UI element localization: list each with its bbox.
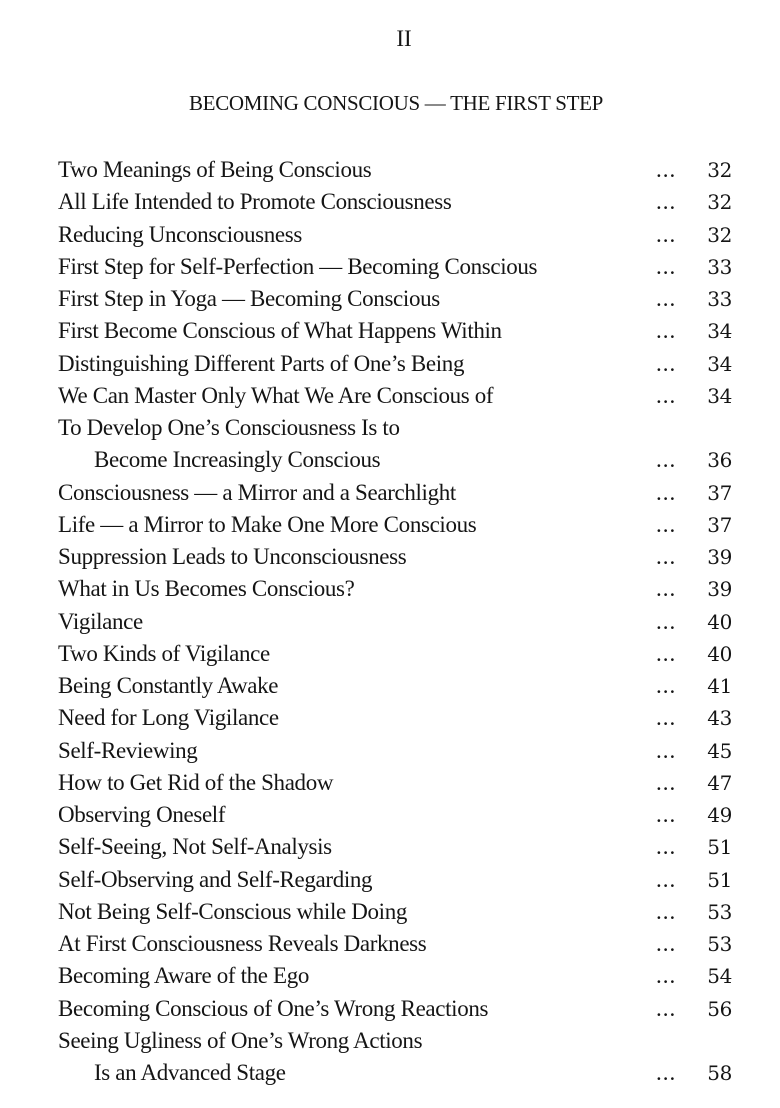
page-number: 40 <box>707 609 732 634</box>
dot-leader: ... <box>656 737 677 763</box>
chapter-title: BECOMING CONSCIOUS — THE FIRST STEP <box>188 91 604 115</box>
entry-title: Suppression Leads to Unconsciousness <box>58 544 407 569</box>
dot-leader: ... <box>656 253 677 279</box>
page-number: 47 <box>707 770 732 795</box>
entry-title: We Can Master Only What We Are Conscious of <box>58 382 494 408</box>
entry-title: Self-Observing and Self-Regarding <box>58 866 373 892</box>
entry-title: To Develop One’s Consciousness Is to <box>58 415 400 440</box>
page-number: 37 <box>707 512 732 537</box>
entry-title: Life — a Mirror to Make One More Conscious <box>58 511 477 537</box>
page-number: 43 <box>707 706 732 731</box>
page-number: 34 <box>707 351 732 376</box>
page-number: 33 <box>707 254 732 279</box>
page-number: 53 <box>707 899 732 924</box>
entry-title: Not Being Self-Conscious while Doing <box>58 898 407 924</box>
dot-leader: ... <box>656 544 677 569</box>
toc-entry <box>58 1025 738 1057</box>
page-number: 34 <box>707 383 732 408</box>
dot-leader: ... <box>656 447 677 473</box>
page-number: 53 <box>707 932 732 956</box>
page-number: 56 <box>707 996 732 1021</box>
entry-title: Seeing Ugliness of One’s Wrong Actions <box>58 1027 423 1053</box>
page-number: 45 <box>707 738 732 763</box>
entry-title: Become Increasingly Conscious <box>94 447 381 473</box>
entry-title: Need for Long Vigilance <box>58 705 279 731</box>
page-number: 33 <box>707 287 732 311</box>
entry-title: At First Consciousness Reveals Darkness <box>58 931 427 956</box>
dot-leader: ... <box>656 318 677 344</box>
toc-entry <box>58 606 738 638</box>
toc-entry <box>58 477 738 509</box>
dot-leader: ... <box>656 382 677 408</box>
entry-title: Two Meanings of Being Conscious <box>58 157 372 182</box>
toc-entry <box>58 219 738 251</box>
dot-leader: ... <box>656 802 677 827</box>
entry-title: Distinguishing Different Parts of One’s Being <box>58 350 465 376</box>
toc-entry <box>58 928 738 960</box>
page-number: 49 <box>707 803 732 827</box>
entry-title: Two Kinds of Vigilance <box>58 640 270 666</box>
page-number: 32 <box>707 222 732 247</box>
page-number: 58 <box>707 1061 732 1085</box>
dot-leader: ... <box>656 931 677 956</box>
toc-entry <box>58 541 738 573</box>
toc-entry <box>58 186 738 218</box>
dot-leader: ... <box>656 157 677 182</box>
page-number: 40 <box>707 641 732 666</box>
dot-leader: ... <box>656 640 677 666</box>
toc-entry <box>58 735 738 767</box>
toc-entry <box>58 412 738 444</box>
dot-leader: ... <box>656 608 677 634</box>
toc-entry <box>58 831 738 863</box>
page-number: 51 <box>707 867 732 892</box>
page-number: 39 <box>707 545 732 569</box>
page-number: 32 <box>707 158 732 182</box>
entry-title: Vigilance <box>58 608 143 634</box>
dot-leader: ... <box>656 898 677 924</box>
entry-title: Reducing Unconsciousness <box>58 221 302 247</box>
toc-entry-continuation <box>58 1057 738 1089</box>
toc-entry <box>58 864 738 896</box>
entry-title: Becoming Conscious of One’s Wrong Reactions <box>58 995 489 1021</box>
entry-title: Being Constantly Awake <box>58 673 279 698</box>
toc-entry <box>58 702 738 734</box>
toc-entry <box>58 251 738 283</box>
entry-title: First Step in Yoga — Becoming Conscious <box>58 286 440 311</box>
page-number: 54 <box>707 964 732 989</box>
dot-leader: ... <box>656 673 677 698</box>
dot-leader: ... <box>656 286 677 311</box>
toc-entry <box>58 799 738 831</box>
toc-entry <box>58 283 738 315</box>
toc-entry <box>58 509 738 541</box>
entry-title: First Become Conscious of What Happens Within <box>58 318 502 344</box>
toc-entry <box>58 348 738 380</box>
dot-leader: ... <box>656 576 677 602</box>
entry-title: Consciousness — a Mirror and a Searchlight <box>58 479 456 505</box>
entry-title: All Life Intended to Promote Consciousness <box>58 189 452 215</box>
toc-entry <box>58 380 738 412</box>
toc-entry <box>58 896 738 928</box>
dot-leader: ... <box>656 866 677 892</box>
entry-title: Is an Advanced Stage <box>94 1060 286 1085</box>
toc-entry <box>58 154 738 186</box>
toc-entry-continuation <box>58 444 738 476</box>
page-number: 34 <box>707 319 732 344</box>
dot-leader: ... <box>656 705 677 731</box>
toc-entry <box>58 767 738 799</box>
dot-leader: ... <box>656 1060 677 1085</box>
dot-leader: ... <box>656 189 677 215</box>
page-number: 39 <box>707 577 732 602</box>
dot-leader: ... <box>656 350 677 376</box>
dot-leader: ... <box>656 221 677 247</box>
dot-leader: ... <box>656 995 677 1021</box>
entry-title: What in Us Becomes Conscious? <box>58 576 355 602</box>
entry-title: First Step for Self-Perfection — Becoming Conscious <box>58 253 538 279</box>
entry-title: Self-Seeing, Not Self-Analysis <box>58 834 332 860</box>
page-number: 37 <box>707 480 732 505</box>
table-of-contents <box>58 154 738 1089</box>
dot-leader: ... <box>656 479 677 505</box>
dot-leader: ... <box>656 963 677 989</box>
page-number: 36 <box>707 448 732 473</box>
dot-leader: ... <box>656 834 677 860</box>
entry-title: Self-Reviewing <box>58 737 198 763</box>
toc-entry <box>58 638 738 670</box>
toc-entry <box>58 993 738 1025</box>
toc-entry <box>58 670 738 702</box>
part-number: II <box>396 26 412 51</box>
toc-entry <box>58 960 738 992</box>
entry-title: How to Get Rid of the Shadow <box>58 769 334 795</box>
page-number: 51 <box>707 835 732 860</box>
page-number: 32 <box>707 190 732 215</box>
toc-entry <box>58 573 738 605</box>
toc-entry <box>58 315 738 347</box>
dot-leader: ... <box>656 769 677 795</box>
page-number: 41 <box>707 674 732 698</box>
entry-title: Becoming Aware of the Ego <box>58 963 310 989</box>
entry-title: Observing Oneself <box>58 802 226 827</box>
dot-leader: ... <box>656 511 677 537</box>
